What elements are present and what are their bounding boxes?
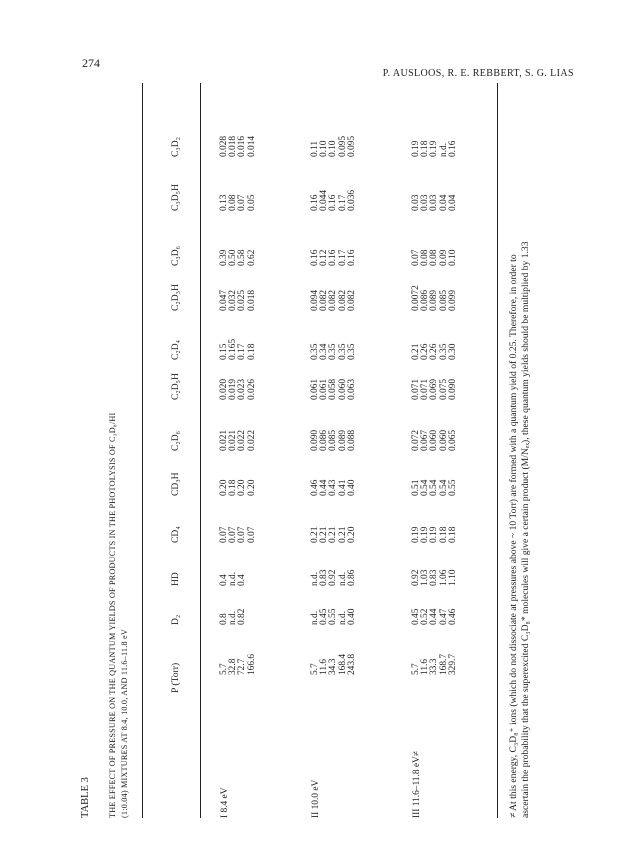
table-cell: 0.21 bbox=[411, 343, 421, 360]
table-cell: 0.021 bbox=[228, 429, 239, 451]
table-cell: 0.063 bbox=[346, 378, 357, 400]
table-cell: 0.19 bbox=[429, 140, 440, 157]
table-cell: 0.082 bbox=[328, 289, 339, 311]
table-cell: n.d. bbox=[228, 571, 239, 586]
table-cell: 0.08 bbox=[420, 249, 431, 266]
table-cell: 0.17 bbox=[337, 194, 348, 211]
table-cell: 0.35 bbox=[438, 343, 449, 360]
table-cell: 0.92 bbox=[328, 569, 339, 586]
table-cell: 0.40 bbox=[346, 608, 357, 625]
table-cell: 5.7 bbox=[219, 663, 229, 675]
table-cell: 0.4 bbox=[219, 574, 229, 586]
table-cell: 0.62 bbox=[246, 249, 257, 266]
table-cell: 0.022 bbox=[237, 429, 248, 451]
table-cell: 1.06 bbox=[438, 569, 449, 586]
table-cell: 0.35 bbox=[346, 343, 357, 360]
table-cell: 5.7 bbox=[310, 663, 320, 675]
table-cell: 0.090 bbox=[447, 378, 458, 400]
table-cell: 0.20 bbox=[237, 479, 248, 496]
table-cell: 0.07 bbox=[219, 526, 229, 543]
table-cell: 0.036 bbox=[346, 189, 357, 211]
table-cell: 0.30 bbox=[447, 343, 458, 360]
header-rule bbox=[200, 83, 201, 818]
table-cell: 0.032 bbox=[228, 289, 239, 311]
table-cell: 0.05 bbox=[246, 194, 257, 211]
table-cell: 0.19 bbox=[420, 526, 431, 543]
table-cell: 72.7 bbox=[237, 658, 248, 675]
table-cell: 0.072 bbox=[411, 429, 421, 451]
column-header: C₂D₄ bbox=[170, 339, 181, 360]
table-cell: 0.44 bbox=[429, 608, 440, 625]
table-cell: 0.54 bbox=[438, 479, 449, 496]
table-cell: 0.44 bbox=[319, 479, 330, 496]
table-cell: 0.58 bbox=[237, 249, 248, 266]
column-header: CD₃H bbox=[170, 472, 181, 496]
table-cell: 0.54 bbox=[429, 479, 440, 496]
table-cell: 0.19 bbox=[429, 526, 440, 543]
table-cell: 0.11 bbox=[310, 140, 320, 157]
table-cell: 0.20 bbox=[219, 479, 229, 496]
table-cell: 168.4 bbox=[337, 653, 348, 675]
table-cell: 0.83 bbox=[429, 569, 440, 586]
table-cell: 0.20 bbox=[346, 526, 357, 543]
table-cell: 0.016 bbox=[237, 135, 248, 157]
table-cell: 0.45 bbox=[411, 608, 421, 625]
table-caption-line1: THE EFFECT OF PRESSURE ON THE QUANTUM YIELDS OF PRODUCTS IN THE PHOTOLYSIS OF C₃D₈/HI bbox=[108, 412, 117, 818]
table-cell: 0.089 bbox=[337, 429, 348, 451]
table-cell: 0.09 bbox=[438, 249, 449, 266]
table-cell: 0.40 bbox=[346, 479, 357, 496]
column-header: C₂D₅H bbox=[170, 373, 181, 400]
table-cell: 0.03 bbox=[411, 194, 421, 211]
table-cell: 0.19 bbox=[411, 140, 421, 157]
table-cell: 0.46 bbox=[310, 479, 320, 496]
column-header: C₃D₆ bbox=[170, 245, 181, 266]
table-cell: 5.7 bbox=[411, 663, 421, 675]
table-cell: 0.21 bbox=[310, 526, 320, 543]
table-cell: 0.021 bbox=[219, 429, 229, 451]
table-cell: 0.07 bbox=[237, 194, 248, 211]
table-cell: 0.044 bbox=[319, 189, 330, 211]
table-cell: 33.3 bbox=[429, 658, 440, 675]
table-cell: 0.26 bbox=[429, 343, 440, 360]
footnote-line2: ascertain the probability that the superexcited C₃D₈* molecules will give a certain product (M/Nₑₓ), these quantum yields should be multiplied by 1.33 bbox=[520, 241, 531, 818]
table-cell: 168.7 bbox=[438, 653, 449, 675]
table-cell: 0.014 bbox=[246, 135, 257, 157]
table-label: TABLE 3 bbox=[80, 777, 91, 818]
table-cell: 0.18 bbox=[438, 526, 449, 543]
table-cell: 0.15 bbox=[219, 343, 229, 360]
table-cell: 0.061 bbox=[319, 378, 330, 400]
column-header: CD₄ bbox=[170, 526, 181, 543]
table-cell: 0.165 bbox=[228, 338, 239, 360]
table-caption-line2: (1:0.04) MIXTURES AT 8.4, 10.0, AND 11.6–11.8 eV bbox=[120, 629, 129, 818]
table-cell: 0.12 bbox=[319, 249, 330, 266]
table-cell: 0.34 bbox=[319, 343, 330, 360]
table-cell: 0.060 bbox=[429, 429, 440, 451]
table-cell: 0.16 bbox=[447, 140, 458, 157]
table-cell: 0.025 bbox=[237, 289, 248, 311]
table-cell: 0.022 bbox=[246, 429, 257, 451]
table-cell: 166.6 bbox=[246, 653, 257, 675]
table-cell: n.d. bbox=[337, 610, 348, 625]
table-cell: 0.04 bbox=[447, 194, 458, 211]
table-cell: 0.86 bbox=[346, 569, 357, 586]
rotated-table bbox=[70, 78, 590, 818]
column-header: P (Torr) bbox=[170, 662, 181, 693]
table-cell: 1.03 bbox=[420, 569, 431, 586]
table-cell: 0.082 bbox=[319, 289, 330, 311]
table-cell: 0.04 bbox=[438, 194, 449, 211]
table-cell: 0.07 bbox=[228, 526, 239, 543]
table-cell: 0.21 bbox=[328, 526, 339, 543]
table-cell: 0.16 bbox=[310, 249, 320, 266]
table-cell: 0.018 bbox=[228, 135, 239, 157]
table-cell: 243.8 bbox=[346, 653, 357, 675]
table-cell: 11.6 bbox=[420, 658, 431, 675]
table-cell: n.d. bbox=[337, 571, 348, 586]
table-cell: 0.082 bbox=[346, 289, 357, 311]
column-header: C₃D₅H bbox=[170, 184, 181, 211]
table-cell: 0.07 bbox=[237, 526, 248, 543]
bottom-rule bbox=[497, 83, 498, 818]
table-cell: 0.071 bbox=[420, 378, 431, 400]
table-cell: 0.047 bbox=[219, 289, 229, 311]
table-cell: 0.18 bbox=[228, 479, 239, 496]
group-label: III 11.6–11.8 eV≠ bbox=[412, 751, 422, 818]
table-cell: 0.086 bbox=[319, 429, 330, 451]
table-cell: 0.089 bbox=[429, 289, 440, 311]
table-cell: 0.55 bbox=[447, 479, 458, 496]
column-header: HD bbox=[170, 572, 181, 586]
table-cell: 0.82 bbox=[237, 608, 248, 625]
column-header: C₂D₆ bbox=[170, 430, 181, 451]
table-cell: 0.16 bbox=[328, 249, 339, 266]
table-cell: 0.10 bbox=[447, 249, 458, 266]
table-cell: 0.085 bbox=[328, 429, 339, 451]
table-cell: 0.058 bbox=[328, 378, 339, 400]
table-cell: 0.08 bbox=[429, 249, 440, 266]
table-cell: 0.16 bbox=[310, 194, 320, 211]
table-cell: 0.07 bbox=[411, 249, 421, 266]
table-cell: 0.088 bbox=[346, 429, 357, 451]
table-cell: 0.075 bbox=[438, 378, 449, 400]
table-cell: 0.17 bbox=[337, 249, 348, 266]
table-cell: 0.41 bbox=[337, 479, 348, 496]
footnote-line1: ≠ At this energy, C₃D₈⁺ ions (which do not dissociate at pressures above ~ 10 Torr) are formed with a quantum yield of 0.25. Therefore, in order to bbox=[508, 254, 519, 818]
running-head: P. AUSLOOS, R. E. REBBERT, S. G. LIAS bbox=[382, 68, 574, 79]
table-cell: 0.21 bbox=[319, 526, 330, 543]
column-header: C₂D₃H bbox=[170, 284, 181, 311]
table-cell: 0.51 bbox=[411, 479, 421, 496]
table-cell: 0.071 bbox=[411, 378, 421, 400]
table-cell: n.d. bbox=[228, 610, 239, 625]
table-cell: 0.023 bbox=[237, 378, 248, 400]
table-cell: 0.83 bbox=[319, 569, 330, 586]
table-cell: 0.92 bbox=[411, 569, 421, 586]
table-cell: 0.20 bbox=[246, 479, 257, 496]
table-cell: 0.17 bbox=[237, 343, 248, 360]
table-cell: 0.090 bbox=[310, 429, 320, 451]
table-cell: 0.020 bbox=[219, 378, 229, 400]
table-cell: 0.10 bbox=[319, 140, 330, 157]
table-cell: 0.45 bbox=[319, 608, 330, 625]
table-cell: 0.018 bbox=[246, 289, 257, 311]
table-cell: 0.19 bbox=[411, 526, 421, 543]
table-cell: 0.0072 bbox=[411, 285, 421, 311]
table-cell: 0.026 bbox=[246, 378, 257, 400]
table-cell: 0.4 bbox=[237, 574, 248, 586]
table-cell: 0.085 bbox=[438, 289, 449, 311]
table-cell: 0.067 bbox=[420, 429, 431, 451]
column-header: D₂ bbox=[170, 614, 181, 625]
table-cell: 0.21 bbox=[337, 526, 348, 543]
table-cell: 0.094 bbox=[310, 289, 320, 311]
table-cell: 0.18 bbox=[447, 526, 458, 543]
table-cell: 0.52 bbox=[420, 608, 431, 625]
table-cell: 0.07 bbox=[246, 526, 257, 543]
table-cell: 0.061 bbox=[310, 378, 320, 400]
table-cell: 0.16 bbox=[328, 194, 339, 211]
table-cell: 0.46 bbox=[447, 608, 458, 625]
table-cell: 0.10 bbox=[328, 140, 339, 157]
table-cell: 0.50 bbox=[228, 249, 239, 266]
table-cell: 0.095 bbox=[337, 135, 348, 157]
table-cell: 0.39 bbox=[219, 249, 229, 266]
top-rule bbox=[142, 83, 143, 818]
table-cell: 1.10 bbox=[447, 569, 458, 586]
table-cell: 0.08 bbox=[228, 194, 239, 211]
table-cell: 32.8 bbox=[228, 658, 239, 675]
table-cell: 0.35 bbox=[328, 343, 339, 360]
table-cell: n.d. bbox=[310, 610, 320, 625]
table-cell: 0.065 bbox=[447, 429, 458, 451]
table-cell: 0.082 bbox=[337, 289, 348, 311]
table-cell: 0.55 bbox=[328, 608, 339, 625]
table-cell: 0.18 bbox=[246, 343, 257, 360]
table-cell: 0.35 bbox=[337, 343, 348, 360]
column-header: C₃D₂ bbox=[170, 136, 181, 157]
table-cell: 0.03 bbox=[420, 194, 431, 211]
table-cell: 0.03 bbox=[429, 194, 440, 211]
table-cell: 0.086 bbox=[420, 289, 431, 311]
table-cell: 329.7 bbox=[447, 653, 458, 675]
table-cell: 0.028 bbox=[219, 135, 229, 157]
page-number: 274 bbox=[82, 56, 100, 70]
table-cell: 34.3 bbox=[328, 658, 339, 675]
table-cell: 0.43 bbox=[328, 479, 339, 496]
table-cell: 0.26 bbox=[420, 343, 431, 360]
group-label: I 8.4 eV bbox=[220, 787, 230, 818]
table-cell: 0.099 bbox=[447, 289, 458, 311]
table-cell: 0.13 bbox=[219, 194, 229, 211]
table-cell: 0.019 bbox=[228, 378, 239, 400]
table-cell: 0.060 bbox=[438, 429, 449, 451]
footnote bbox=[508, 78, 532, 818]
group-label: II 10.0 eV bbox=[311, 779, 321, 818]
table-cell: n.d. bbox=[310, 571, 320, 586]
table-cell: 0.095 bbox=[346, 135, 357, 157]
table-cell: 0.060 bbox=[337, 378, 348, 400]
table-cell: 0.47 bbox=[438, 608, 449, 625]
table-cell: n.d. bbox=[438, 142, 449, 157]
table-cell: 0.54 bbox=[420, 479, 431, 496]
table-cell: 0.16 bbox=[346, 249, 357, 266]
table-cell: 0.8 bbox=[219, 613, 229, 625]
table-cell: 0.069 bbox=[429, 378, 440, 400]
table-cell: 11.6 bbox=[319, 658, 330, 675]
table-cell: 0.18 bbox=[420, 140, 431, 157]
table-cell: 0.35 bbox=[310, 343, 320, 360]
